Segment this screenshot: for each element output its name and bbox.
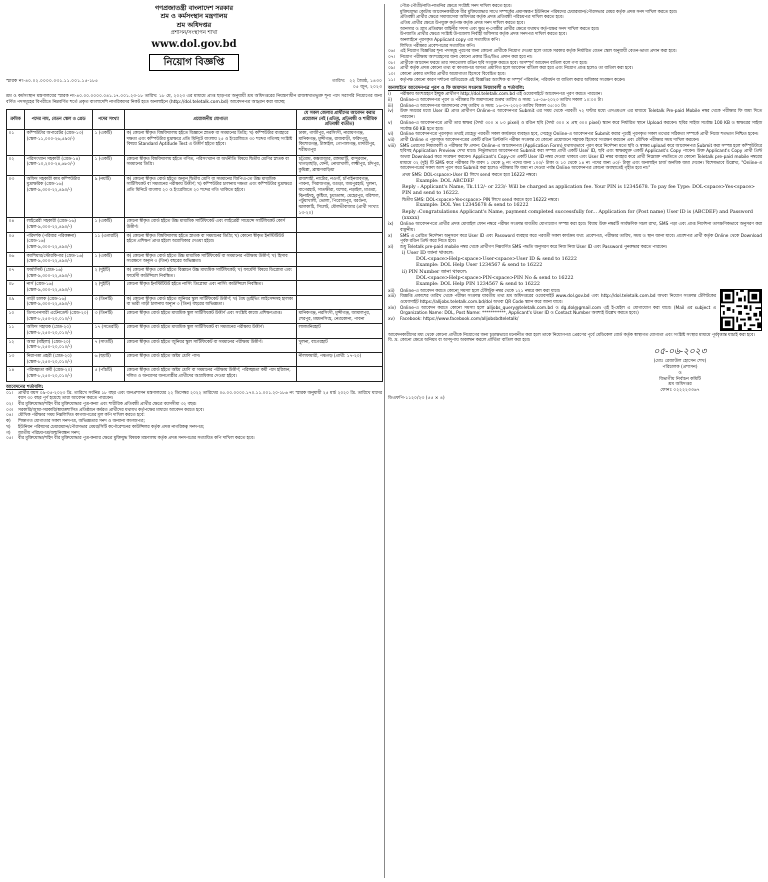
online-rule-text: পরীক্ষায় অংশগ্রহণে ইচ্ছুক প্রার্থীগণ http://dol.teletalk.com.bd এই ওয়েবসাইটে আবেদনপত্র পূরণ করতে পারবেন। <box>400 92 602 98</box>
row-serial: ০৫ <box>7 232 25 252</box>
conditions-title: আবেদনের শর্তাবলি: <box>6 384 44 390</box>
row-serial: ১৪ <box>7 367 25 381</box>
table-row <box>7 175 383 218</box>
row-qualification: ক) কোনো স্বীকৃত বোর্ড হইতে উচ্চ মাধ্যমিক সার্টিফিকেট বা সমমানের পরীক্ষায় উত্তীর্ণ; খ) হিসাব সংরক্ষণে অন্যূন ৩ (তিন) বছরের অভিজ্ঞতা। <box>125 252 297 266</box>
condition-number: ক) <box>6 419 11 425</box>
table-row <box>7 353 383 367</box>
row-qualification: কোনো স্বীকৃত বোর্ড হইতে জুনিয়র স্কুল সার্টিফিকেট বা সমমানের পরীক্ষায় উত্তীর্ণ। <box>125 338 297 352</box>
condition-text: বীর মুক্তিযোদ্ধা/শহিদ বীর মুক্তিযোদ্ধার পুত্র-কন্যা এবং শারীরিক প্রতিবন্ধী প্রার্থীর ক্ষেত্রে বয়সসীমা ৩২ বছর। <box>18 402 197 408</box>
online-rule-number: viii) <box>388 143 396 149</box>
table-row <box>7 295 383 309</box>
row-districts <box>297 281 383 295</box>
govt-name: গণপ্রজাতন্ত্রী বাংলাদেশ সরকার <box>155 4 233 12</box>
row-count: ১ (একটি) <box>93 252 125 266</box>
col-qualification: প্রয়োজনীয় যোগ্যতা <box>125 109 297 129</box>
row-count: ৯ (নয়টি) <box>93 175 125 218</box>
after-sms-rule-item <box>388 222 762 233</box>
final-rule-number: xiii) <box>388 294 396 300</box>
table-row <box>7 367 383 381</box>
row-serial: ০১ <box>7 129 25 155</box>
online-rule-text: Online আবেদনপত্রে পূরণকৃত তথ্যই যেহেতু পরবর্তী সকল কার্যক্রমে ব্যবহৃত হবে, সেহেতু Online-এ আবেদনপত্র Submit করার পূর্বেই পূরণকৃত সকল তথ্যের সঠিকতা সম্পর্কে প্রার্থী নিজে শতভাগ নিশ্চিত হবেন। <box>400 132 759 138</box>
row-post: পরিদর্শক (পরিবার পরিকল্পনা) (গ্রেড-১৬) (স্কেল-৯,৩০০-২২,৪৯০/-) <box>25 232 93 252</box>
row-count: ১ (একটি) <box>93 155 125 175</box>
row-districts: মানিকগঞ্জ, নরসিংদী, মুন্সীগঞ্জ, জামালপুর, শেরপুর, ময়মনসিংহ, নেত্রকোনা, পাবনা <box>297 310 383 324</box>
row-districts <box>297 218 383 232</box>
row-count: ১ (একটি) <box>93 129 125 155</box>
condition-text: সরকারি/আধা-সরকারি/স্বায়ত্তশাসিত প্রতিষ্ঠানে কর্মরত প্রার্থীদের যথাযথ কর্তৃপক্ষের মাধ্যমে আবেদন করতে হবে। <box>18 407 204 413</box>
condition-number: ০৩। <box>6 407 14 413</box>
condition-text: শিক্ষাগত যোগ্যতার সকল সনদপত্র, অভিজ্ঞতার সনদ ও অন্যান্য কাগজপত্র; <box>18 419 145 425</box>
table-row <box>7 338 383 352</box>
after-sms-list <box>388 222 762 250</box>
table-row <box>7 129 383 155</box>
row-qualification: ক) কোনো স্বীকৃত বোর্ড হইতে অন্যূন দ্বিতীয় শ্রেণি বা সমমানের জিপিএ-তে উচ্চ মাধ্যমিক সার্টিফিকেট বা সমমানের পরীক্ষায় উত্তীর্ণ; খ) কম্পিউটার চালনায় দক্ষতা এবং কম্পিউটার মুদ্রাক্ষরে প্রতি মিনিটে বাংলায় ২০ ও ইংরেজিতে ২০ শব্দের গতি থাকিতে হইবে। <box>125 175 297 218</box>
online-rule-number: ii) <box>388 98 393 104</box>
recovery-userid-cmd: DOL<space>Help<space>User<space>User ID & send to 16222 <box>416 256 577 262</box>
right-condition-number: ০৯। <box>388 66 396 72</box>
right-condition-text: এই নিয়োগ বিজ্ঞপ্তির শূন্য পদসমূহ পূরণের জন্য কোনো প্রার্থীকে নিয়োগ দেওয়া হলে তাকে সরকার কর্তৃক নির্ধারিত বেতন স্কেল অনুযায়ী বেতন-ভাতা প্রদান করা হবে। <box>400 49 677 55</box>
recovery-block <box>388 251 762 289</box>
date-en: ০৫ জুন, ২০২৩ <box>352 85 382 91</box>
notice-title: নিয়োগ বিজ্ঞপ্তি <box>149 54 240 71</box>
online-rule-text: Online-এ আবেদনপত্র জমাদানের শেষ তারিখ ও সময়: ১৬-০৭-২০২৩ তারিখ বিকাল ০৫:০০ টা। <box>400 103 567 109</box>
right-condition-number: ১০। <box>388 72 396 78</box>
sms-second-label: দ্বিতীয় SMS: DOL<space>Yes<space> PIN লিখে send করতে হবে 16222 নম্বরে। <box>402 197 559 203</box>
final-rule-item <box>388 317 716 323</box>
right-condition-text: প্রার্থীকে আবেদন ফরমে তার সদ্যতোলা রঙিন ছবি সংযুক্ত করতে হবে। অসম্পূর্ণ আবেদন বাতিল বলে গণ্য হবে। <box>400 60 588 66</box>
col-serial: ক্রমিক <box>7 109 25 129</box>
right-condition-number: ০৭। <box>388 55 396 61</box>
after-sms-rule-number: x) <box>388 233 393 239</box>
table-row <box>7 266 383 280</box>
after-sms-rule-text: শুধু Teletalk pre-paid mobile নম্বর থেকে প্রার্থীগণ নিম্নবর্ণিত SMS পদ্ধতি অনুসরণ করে নিজ নিজ User ID এবং Password পুনরুদ্ধার করতে পারবেন। <box>400 244 668 250</box>
final-rule-text: বিজ্ঞপ্তি প্রকাশের তারিখ থেকে পরীক্ষা সংক্রান্ত যাবতীয় তথ্য শ্রম অধিদপ্তরের ওয়েবসাইট www.dol.gov.bd এবং http://dol.teletalk.com.bd অথবা নিয়োগ সংক্রান্ত টেলিটকের ওয়েবসাইট https://alljobs.teletalk.com.bd/dol অথবা QR Code স্ক্যান করে জানা যাবে। <box>400 294 716 305</box>
online-rule-item <box>388 109 762 120</box>
condition-number: খ) <box>6 424 11 430</box>
final-rule-text: Online-এ আবেদন করতে কোনো সমস্যা হলে alljobs_query@teletalk.com.bd ও dg.dol@gmail.com এই ই-মেইল এ যোগাযোগ করা যাবে। (Mail এর subject এ Organization Name: DOL, Post Name: ***********, Applicant's User ID ও Contact Number অবশ্যই উল্লেখ করতে হবে।) <box>400 305 716 317</box>
row-serial: ০৯ <box>7 295 25 309</box>
final-rule-number: xiv) <box>388 305 396 311</box>
online-rule-number: vii) <box>388 137 395 143</box>
row-serial: ১২ <box>7 338 25 352</box>
after-sms-rule-text: SMS এ প্রেরিত নির্দেশনা অনুসরণ করে User ID এবং Password ব্যবহার করে পরবর্তী সকল কার্যক্রম যথা: প্রবেশপত্র, পরীক্ষার তারিখ, সময় ও স্থান জানা যাবে। প্রবেশপত্র প্রার্থী কর্তৃক Online থেকে Download পূর্বক রঙিন প্রিন্ট করে নিতে হবে। <box>400 233 762 245</box>
final-rule-number: xv) <box>388 316 395 322</box>
after-sms-rule-text: Online আবেদনপত্রে প্রার্থীর প্রদত্ত মোবাইল ফোন নম্বরে পরীক্ষা সংক্রান্ত যাবতীয় যোগাযোগ সম্পন্ন করা হবে। বিধায় উক্ত নম্বরটি সার্বক্ষণিক সচল রাখা, SMS পড়া এবং প্রাপ্ত নির্দেশনা তাৎক্ষণিকভাবে অনুসরণ করা বাঞ্ছনীয়। <box>400 222 762 233</box>
online-title: অনলাইনে আবেদনপত্র পূরণ ও ফি জমাদান সংক্রান্ত নিয়মাবলী ও শর্তাবলি: <box>388 86 525 92</box>
table-row <box>7 324 383 338</box>
signatory-role: বিভাগীয় নির্বাচন কমিটি <box>659 376 701 382</box>
right-condition-text: প্রতিবন্ধী প্রার্থীর ক্ষেত্রে সমাজসেবা অধিদপ্তর কর্তৃক প্রদত্ত প্রতিবন্ধী পরিচয়পত্র দাখিল করতে হবে। <box>400 15 564 21</box>
online-rule-text: Online-এ আবেদনপত্রে প্রার্থী তার স্বাক্ষর (দৈর্ঘ্য ৩০০ × ৮০ pixel) ও রঙিন ছবি (দৈর্ঘ্য ৩০০ × প্রস্থ ৩০০ pixel) স্ক্যান করে নির্ধারিত স্থানে Upload করবেন। ছবির সাইজ সর্বোচ্চ 100 KB ও স্বাক্ষরের সাইজ সর্বোচ্চ 60 KB হতে হবে। <box>400 120 762 132</box>
right-condition-number: ১১। <box>388 77 396 83</box>
right-condition-text: এতিম প্রার্থীর ক্ষেত্রে উপযুক্ত কর্তৃপক্ষ কর্তৃক প্রদত্ত সনদ দাখিল করতে হবে। <box>400 21 525 27</box>
row-serial: ০৮ <box>7 281 25 295</box>
sms-first-label: প্রথম SMS: DOL<space>User ID লিখে send করতে হবে 16222 নম্বরে। <box>402 172 537 178</box>
condition-number: ০১। <box>6 390 14 396</box>
online-rule-number: vi) <box>388 132 394 138</box>
online-rules-list <box>388 92 762 171</box>
memo-number: স্মারক নং-৪০.০২.০০০০.০৩১.১১.০০১.১৫-১৮৫ <box>6 79 99 85</box>
row-districts: লালমনিরহাট <box>297 324 383 338</box>
signature-scrawl: ০৫-০৬-২০২৩ <box>653 346 707 357</box>
right-condition-text: প্রার্থী কর্তৃক প্রদত্ত কোনো তথ্য বা কাগজপত্র অসত্য প্রমাণিত হলে আবেদন বাতিল করা হবে এবং নিয়োগ প্রাপ্ত হলেও তা বাতিল করা হবে। <box>400 66 633 72</box>
final-rule-item <box>388 306 716 317</box>
sms-reply-1: Reply : Applicant's Name, Tk.112/- or 223/- Will be charged as application fee. Your PIN is 12345678. To pay fee Type: DOL<space>Yes<space> PIN and send to 16222. <box>402 184 756 197</box>
online-rule-item <box>388 144 762 172</box>
sms-second-example: Example: DOL Yes 12345678 & send to 16222 <box>416 203 529 209</box>
table-row <box>7 218 383 232</box>
row-serial: ০২ <box>7 155 25 175</box>
date-label: তারিখ: <box>332 79 346 85</box>
table-row <box>7 252 383 266</box>
right-condition-text: উপজাতি প্রার্থীর ক্ষেত্রে সংশ্লিষ্ট উপজেলা নির্বাহী অফিসার কর্তৃক প্রদত্ত সনদপত্র দাখিল করতে হবে। <box>400 32 567 38</box>
row-count: ৩ (তিনটি) <box>93 295 125 309</box>
right-condition-text: কর্তৃপক্ষ কোনো কারণ দর্শানো ব্যতিরেকে এই বিজ্ঞপ্তির আংশিক বা সম্পূর্ণ পরিবর্তন, পরিবর্ধন বা বাতিল করার অধিকার সংরক্ষণ করেন। <box>400 77 626 83</box>
right-condition-item <box>388 78 762 84</box>
online-rule-number: i) <box>388 92 391 98</box>
row-districts: রাজশাহী, নাটোর, নওগাঁ, চাঁপাইনবাবগঞ্জ, পাবনা, সিরাজগঞ্জ, বগুড়া, জয়পুরহাট, খুলনা, বাগেরহাট, সাতক্ষীরা, যশোর, নড়াইল, মাগুরা, ঝিনাইদহ, কুষ্টিয়া, চুয়াডাঙ্গা, মেহেরপুর, বরিশাল, পটুয়াখালী, ভোলা, পিরোজপুর, বরগুনা, ঝালকাঠি, সিলেট, মৌলভীবাজার (প্রার্থী সংখ্যা: ১৩-২০) <box>297 175 383 218</box>
recovery-userid-label: i) User ID জানা থাকলে: <box>402 250 454 256</box>
sms-reply-2: Reply :Congratulations Applicant's Name, payment completed successfully for... Application for (Post name) User ID is (ABCDEF) and Password (xxxxx) <box>402 209 753 221</box>
final-items-list <box>388 289 716 331</box>
condition-number: ০৫। <box>6 436 14 442</box>
after-sms-rule-item <box>388 245 762 251</box>
online-rule-text: Online-এ আবেদনপত্র পূরণ ও পরীক্ষার ফি জমাদানের শুরুর তারিখ ও সময়: ১৫-০৬-২০২৩ তারিখ সকাল ১০:০০ টা। <box>400 98 603 104</box>
row-serial: ০৬ <box>7 252 25 266</box>
final-rule-number: xii) <box>388 288 395 294</box>
row-qualification: কোনো স্বীকৃত বোর্ড হইতে অষ্টম শ্রেণি বা সমমানের পরীক্ষায় উত্তীর্ণ; পরিচ্ছন্নতা কর্মী পদে হরিজন, দলিত ও অনগ্রসর জনগোষ্ঠীর প্রার্থীদের অগ্রাধিকার দেওয়া হইবে। <box>125 367 297 381</box>
row-count: ১৭ (সতেরটি) <box>93 324 125 338</box>
header <box>6 4 382 71</box>
row-post: লাইব্রেরী সহকারী (গ্রেড-১৬) (স্কেল-৯,৩০০-২২,৪৯০/-) <box>25 218 93 232</box>
row-serial: ১৩ <box>7 353 25 367</box>
footer-code: ডিএফপি-১১২০/২৩ (৫৫ × ৪) <box>388 396 445 402</box>
table-row <box>7 281 383 295</box>
row-serial: ১১ <box>7 324 25 338</box>
row-count: ১ (একটি) <box>93 218 125 232</box>
row-qualification: ক) কোনো স্বীকৃত বিশ্ববিদ্যালয় হইতে বিজ্ঞানে স্নাতক বা সমমানের ডিগ্রি; খ) কম্পিউটার ব্যবহারে দক্ষতা এবং কম্পিউটার মুদ্রাক্ষরে প্রতি মিনিটে বাংলায় ২৫ ও ইংরেজিতে ৩০ শব্দের গতিসহ সংশ্লিষ্ট বিষয়ে Standard Aptitude Test এ উত্তীর্ণ হইতে হইবে। <box>125 129 297 155</box>
table-header-row <box>7 109 383 129</box>
condition-text: জাতীয় পরিচয়পত্র/জন্মনিবন্ধন সনদ; <box>18 430 81 436</box>
right-condition-text: লিখিত পরীক্ষার প্রবেশপত্রের সত্যায়িত কপি। <box>400 43 476 49</box>
sms-block <box>388 173 762 222</box>
column-divider <box>384 4 385 878</box>
row-post: নিরাপত্তা প্রহরী (গ্রেড-২০) (স্কেল-৮,২৫০-২০,০১০/-) <box>25 353 93 367</box>
condition-item <box>6 436 382 442</box>
row-qualification: কোনো স্বীকৃত বোর্ড হইতে মাধ্যমিক স্কুল সার্টিফিকেট উত্তীর্ণ এবং সংশ্লিষ্ট কাজে প্রশিক্ষণপ্রাপ্ত। <box>125 310 297 324</box>
row-qualification: ক) কোনো স্বীকৃত বোর্ড হইতে বিজ্ঞানে উচ্চ মাধ্যমিক সার্টিফিকেট; খ) ফার্মেসী বিষয়ে ডিপ্লোমা এবং ফার্মেসী কাউন্সিলে নিবন্ধিত। <box>125 266 297 280</box>
final-rule-text: Facebook: https://www.facebook.com/alljobsbdteletalk/ <box>400 316 519 322</box>
right-condition-text: কোনো প্রকার তদবির প্রার্থীর অযোগ্যতা হিসেবে বিবেচিত হবে। <box>400 72 506 78</box>
conditions-list <box>6 391 382 442</box>
right-column <box>388 4 762 402</box>
row-qualification: কোনো স্বীকৃত ইনস্টিটিউট হইতে নার্সিং ডিপ্লোমা এবং নার্সিং কাউন্সিলে নিবন্ধিত। <box>125 281 297 295</box>
note-item: বি. দ্র. কোনো ক্ষেত্রে অনিয়ম বা অসদুপায় অবলম্বন করলে প্রার্থিতা বাতিল করা হবে। <box>388 338 531 344</box>
after-sms-rule-item <box>388 234 762 245</box>
ministry-name: শ্রম ও কর্মসংস্থান মন্ত্রণালয় <box>160 12 228 21</box>
online-rule-number: iv) <box>388 109 394 115</box>
row-post: অফিস সহকারী কাম কম্পিউটার মুদ্রাক্ষরিক (গ্রেড-১৬) (স্কেল-৯,৩০০-২২,৪৯০/-) <box>25 175 93 218</box>
row-districts <box>297 295 383 309</box>
row-qualification: কোনো স্বীকৃত বিশ্ববিদ্যালয় হইতে গণিত, পরিসংখ্যান বা অর্থনীতি বিষয়ে দ্বিতীয় শ্রেণির স্নাতক বা সমমানের ডিগ্রি। <box>125 155 297 175</box>
right-condition-text: মুক্তিযোদ্ধা কোটায় আবেদনকারীকে বীর মুক্তিযোদ্ধার সাথে সম্পর্কের প্রমাণস্বরূপ ইউনিয়ন পরিষদের চেয়ারম্যান/পৌরসভার মেয়র কর্তৃক প্রদত্ত সনদ দাখিল করতে হবে। <box>400 9 678 15</box>
row-districts: খুলনা, বাগেরহাট <box>297 338 383 352</box>
row-post: অফিস সহায়ক (গ্রেড-২০) (স্কেল-৮,২৫০-২০,০১০/-) <box>25 324 93 338</box>
row-count: ৬ (ছয়টি) <box>93 353 125 367</box>
signature-block <box>598 347 762 395</box>
row-post: ডিসপেনসারী এটেনডেন্ট (গ্রেড-২০) (স্কেল-৮,২৫০-২০,০১০/-) <box>25 310 93 324</box>
online-rule-number: v) <box>388 120 393 126</box>
col-post: পদের নাম, বেতন স্কেল ও গ্রেড <box>25 109 93 129</box>
row-districts <box>297 232 383 252</box>
col-districts: যে সকল জেলার প্রার্থীদের আবেদন করার প্রয়োজন নেই (এতিম, প্রতিবন্ধী ও শারীরিক প্রতিবন্ধী ব্যতীত) <box>297 109 383 129</box>
posts-table <box>6 109 383 382</box>
condition-item <box>6 391 382 402</box>
right-condition-text: নিয়োগ পরীক্ষায় অংশগ্রহণের জন্য কোনো প্রকার টিএ/ডিএ প্রদান করা হবে না। <box>400 55 533 61</box>
website[interactable]: www.dol.gov.bd <box>151 38 237 50</box>
final-block <box>388 289 762 331</box>
left-column <box>6 4 382 442</box>
right-condition-number: ০৮। <box>388 60 396 66</box>
row-qualification: কোনো স্বীকৃত বোর্ড হইতে উচ্চ মাধ্যমিক সার্টিফিকেট এবং লাইব্রেরী সায়েন্সে সার্টিফিকেট কোর্স উত্তীর্ণ। <box>125 218 297 232</box>
recovery-pin-example: Example: DOL Help PIN 1234567 & send to 16222 <box>416 282 540 288</box>
final-rule-item <box>388 294 716 305</box>
after-sms-rule-number: ix) <box>388 222 394 228</box>
table-row <box>7 232 383 252</box>
row-districts: নীলফামারী, পঞ্চগড় (প্রার্থী: ১৭-২০) <box>297 353 383 367</box>
row-districts <box>297 266 383 280</box>
signatory-phone: ফোনঃ ০২২২২৩৩৬৭ <box>660 388 700 394</box>
signatory-office: শ্রম অধিদপ্তর <box>668 382 692 388</box>
row-post: ক্যাশিয়ার/স্টোরকিপার (গ্রেড-১৬) (স্কেল-৯,৩০০-২২,৪৯০/-) <box>25 252 93 266</box>
row-count: ১১ (এগারটি) <box>93 232 125 252</box>
recovery-pin-label: ii) PIN Number জানা থাকলে: <box>402 269 468 275</box>
online-rule-text: প্রার্থী Online এ পূরণকৃত আবেদনপত্রের একটি রঙিন প্রিন্টকপি পরীক্ষা সংক্রান্ত যে কোনো প্রয়োজনে সহায়ক হিসেবে সংরক্ষণ করবেন এবং মৌখিক পরীক্ষার সময় দাখিল করবেন। <box>400 137 700 143</box>
note-item: আবেদনকারীদের মধ্য থেকে কোনো প্রার্থীকে নিয়োগের জন্য চূড়ান্তভাবে মনোনীত করা হলে তাকে নিয়োগপত্র প্রেরণের পূর্বে মেডিকেল বোর্ড কর্তৃক স্বাস্থ্যগত যোগ্যতা এবং সংশ্লিষ্ট সংস্থার মাধ্যমে পূর্ববৃত্তান্ত যাচাই করা হবে। <box>388 332 755 338</box>
row-post: কম্পিউটার অপারেটর (গ্রেড-১৩) (স্কেল-১১,০০০-২৬,৫৯০/-) <box>25 129 93 155</box>
row-qualification: ক) কোনো স্বীকৃত বিশ্ববিদ্যালয় হইতে স্নাতক বা সমমানের ডিগ্রি; খ) কোনো স্বীকৃত ইনস্টিটিউট হইতে প্রশিক্ষণ প্রাপ্ত হইলে অগ্রাধিকার দেওয়া হইবে। <box>125 232 297 252</box>
online-rule-text: SMS প্রেরণের নিয়মাবলী ও পরীক্ষার ফি প্রদান: Online-এ আবেদনপত্র (Application Form) যথাযথভাবে পূরণ করে নির্দেশনা মতে ছবি ও স্বাক্ষর upload করে আবেদনপত্র Submit করা সম্পন্ন হলে কম্পিউটারে ছবিসহ Application Preview দেখা যাবে। নির্ভুলভাবে আবেদনপত্র Submit করা সম্পন্ন প্রার্থী একটি User ID, ছবি এবং স্বাক্ষরযুক্ত একটি Applicant's Copy পাবেন। উক্ত Applicant's Copy প্রার্থী প্রিন্ট অথবা Download করে সংরক্ষণ করবেন। Applicant's Copy-তে একটি User ID নম্বর দেওয়া থাকবে এবং User ID নম্বর ব্যবহার করে প্রার্থী নিম্নোক্ত পদ্ধতিতে যে কোনো Teletalk pre-paid mobile নম্বরের মাধ্যমে ০২ (দুই) টি SMS করে পরীক্ষার ফি বাবদ ১ থেকে ৯ নং পদের জন্য ১০০/- টাকা ও ১০ থেকে ১৪ নং পদের জন্য ৫০/- টাকা এবং অনলাইন চার্জ অনধিক জমা দেবেন। বিশেষভাবে উল্লেখ্য, "Online-এ আবেদনপত্রের সকল অংশ পূরণ করে Submit করা হলেও পরীক্ষার ফি জমা না দেওয়া পর্যন্ত Online আবেদনপত্র কোনো অবস্থাতেই গৃহীত হবে না।" <box>400 143 762 172</box>
table-row <box>7 310 383 324</box>
notes-list <box>388 333 762 344</box>
online-rule-item <box>388 121 762 132</box>
row-post: ফার্মাসিস্ট (গ্রেড-১৬) (স্কেল-৯,৩০০-২২,৪৯০/-) <box>25 266 93 280</box>
recovery-userid-example: Example: DOL Help User 1234567 & send to 16222 <box>416 263 543 269</box>
date-bn: ২২ জ্যৈষ্ঠ, ১৪৩০ <box>349 79 382 85</box>
row-count: ৭ (সাতটি) <box>93 338 125 352</box>
row-count: ৩ (তিনটি) <box>93 310 125 324</box>
sms-first-example: Example: DOL ABCDEF <box>416 178 475 184</box>
row-qualification: কোনো স্বীকৃত বোর্ড হইতে অষ্টম শ্রেণি পাস। <box>125 353 297 367</box>
signatory-name: (মোঃ রেজাউল হোসেন শেখ) <box>653 358 707 364</box>
col-count: পদের সংখ্যা <box>93 109 125 129</box>
right-condition-text: পৌত্র-পৌত্রী/নাতি-নাতনির ক্ষেত্রে সংশ্লিষ্ট সনদ দাখিল করতে হবে। <box>400 4 512 9</box>
row-qualification: কোনো স্বীকৃত বোর্ড হইতে মাধ্যমিক স্কুল সার্টিফিকেট বা সমমানের পরীক্ষায় উত্তীর্ণ। <box>125 324 297 338</box>
table-row <box>7 155 383 175</box>
department-name: শ্রম অধিদপ্তর <box>176 20 212 29</box>
right-condition-text: অনলাইনে পূরণকৃত Applicant copy এর সত্যায়িত কপি। <box>400 38 500 44</box>
right-condition-text: আনসার ও গ্রাম প্রতিরক্ষা বাহিনীর সদস্য এবং ক্ষুদ্র নৃ-গোষ্ঠীর প্রার্থীর ক্ষেত্রে যথাযথ কর্তৃপক্ষের সনদ দাখিল করতে হবে। <box>400 26 600 32</box>
condition-text: মৌখিক পরীক্ষার সময় নিম্নলিখিত কাগজপত্রের মূল কপি দাখিল করতে হবে: <box>18 413 145 419</box>
row-serial: ০৭ <box>7 266 25 280</box>
after-sms-rule-number: xi) <box>388 244 394 250</box>
signatory-and: ও <box>678 370 682 376</box>
row-districts: চট্টগ্রাম, কক্সবাজার, রাঙ্গামাটি, বান্দরবান, খাগড়াছড়ি, ফেনী, নোয়াখালী, লক্ষ্মীপুর, চাঁদপুর, কুমিল্লা, ব্রাহ্মণবাড়িয়া <box>297 155 383 175</box>
row-serial: ০৪ <box>7 218 25 232</box>
row-count: ২ (দুইটি) <box>93 281 125 295</box>
right-condition-number: ০৬। <box>388 49 396 55</box>
row-post: আয়া (মহিলা) (গ্রেড-২০) (স্কেল-৮,২৫০-২০,০১০/-) <box>25 338 93 352</box>
condition-text: প্রার্থীর বয়স ০৯-০৫-২০২৩ খ্রি. তারিখে সর্বনিম্ন ১৮ বছর এবং জনপ্রশাসন মন্ত্রণালয়ের ২২ ডিসেম্বর ২০২২ তারিখের ০৫.০০.০০০০.১৭০.১১.০০১.২০-১৮৬ নং স্মারক অনুযায়ী ২৫ মার্চ ২০২০ খ্রি. তারিখে যাদের বয়স ৩০ বছর পূর্ণ হয়েছে তারা আবেদন করতে পারবেন। <box>18 390 382 402</box>
intro-text: শ্রম ও কর্মসংস্থান মন্ত্রণালয়ের স্মারক নং-৪০.০০.০০০০.০৪১.১৭.০০১.২৩-১৮ তারিখ: ১৮ মে, ২০২৩ এর মাধ্যমে প্রাপ্ত ছাড়পত্র অনুযায়ী শ্রম অধিদপ্তরের নিয়ন্ত্রণাধীন রাজস্বখাতভুক্ত শূন্য পদে সরাসরি নিয়োগের জন্য বর্ণিত পদসমূহের বিপরীতে নিম্নবর্ণিত শর্তে প্রকৃত বাংলাদেশি নাগরিকদের নিকট হতে অনলাইনে (http://dol.teletalk.com.bd) আবেদনপত্র আহ্বান করা যাচ্ছে: <box>6 94 382 106</box>
row-serial: ১০ <box>7 310 25 324</box>
row-count: ২ (দুইটি) <box>93 266 125 280</box>
condition-number: গ) <box>6 430 11 436</box>
qr-code-icon[interactable] <box>720 289 762 331</box>
online-rule-number: iii) <box>388 103 394 109</box>
condition-number: ০৪। <box>6 413 14 419</box>
condition-text: ইউনিয়ন পরিষদের চেয়ারম্যান/পৌরসভার মেয়র/সিটি কর্পোরেশনের কাউন্সিলর কর্তৃক প্রদত্ত নাগরিকত্ব সনদপত্র; <box>18 424 205 430</box>
condition-number: ০২। <box>6 402 14 408</box>
row-post: পরিচ্ছন্নতা কর্মী (গ্রেড-২০) (স্কেল-৮,২৫০-২০,০১০/-) <box>25 367 93 381</box>
recovery-pin-cmd: DOL<space>Help<space>PIN<space>PIN No & send to 16222 <box>416 275 574 281</box>
final-rule-text: Online-এ আবেদন করতে কোনো সমস্যা হলে টেলিটক নম্বর থেকে ১২১ নম্বরে কল করা যাবে। <box>400 288 561 294</box>
row-post: পরিসংখ্যান সহকারী (গ্রেড-১৪) (স্কেল-১০,২০০-২৪,৬৮০/-) <box>25 155 93 175</box>
right-conditions-list <box>388 4 762 83</box>
row-districts <box>297 367 383 381</box>
online-rule-text: উক্ত সময়ের মধ্যে User ID প্রাপ্ত প্রার্থীগণ Online-এ আবেদনপত্র Submit এর সময় থেকে পরবর্তী ৭২ ঘণ্টার মধ্যে এসএমএস এর মাধ্যমে Teletalk Pre-paid Mobile নম্বর থেকে পরীক্ষার ফি জমা দিতে পারবেন। <box>400 109 762 121</box>
row-count: ৫ (পাঁচটি) <box>93 367 125 381</box>
row-districts <box>297 252 383 266</box>
row-qualification: ক) কোনো স্বীকৃত বোর্ড হইতে জুনিয়র স্কুল সার্টিফিকেট উত্তীর্ণ; খ) বৈধ ড্রাইভিং লাইসেন্সসহ হালকা বা ভারী গাড়ী চালনায় অন্যূন ৩ (তিন) বছরের অভিজ্ঞতা। <box>125 295 297 309</box>
signatory-title: পরিচালক (প্রশাসন) <box>662 364 698 370</box>
row-serial: ০৩ <box>7 175 25 218</box>
posts-table-body <box>7 129 383 381</box>
branch-name: প্রশাসন/সংস্থাপন শাখা <box>170 29 218 36</box>
row-post: নার্স (গ্রেড-১৬) (স্কেল-৯,৩০০-২২,৪৯০/-) <box>25 281 93 295</box>
row-post: গাড়ী চালক (গ্রেড-১৬) (স্কেল-৯,৩০০-২২,৪৯০/-) <box>25 295 93 309</box>
row-districts: ঢাকা, গাজীপুর, নরসিংদী, নারায়ণগঞ্জ, মানিকগঞ্জ, মুন্সীগঞ্জ, রাজবাড়ী, ফরিদপুর, কিশোরগঞ্জ, টাঙ্গাইল, গোপালগঞ্জ, মাদারীপুর, শরীয়তপুর <box>297 129 383 155</box>
condition-text: বীর মুক্তিযোদ্ধা/শহিদ বীর মুক্তিযোদ্ধার পুত্র-কন্যার ক্ষেত্রে মুক্তিযুদ্ধ বিষয়ক মন্ত্রণালয় কর্তৃক প্রদত্ত সনদপত্রের সত্যায়িত কপি দাখিল করতে হবে। <box>18 436 255 442</box>
